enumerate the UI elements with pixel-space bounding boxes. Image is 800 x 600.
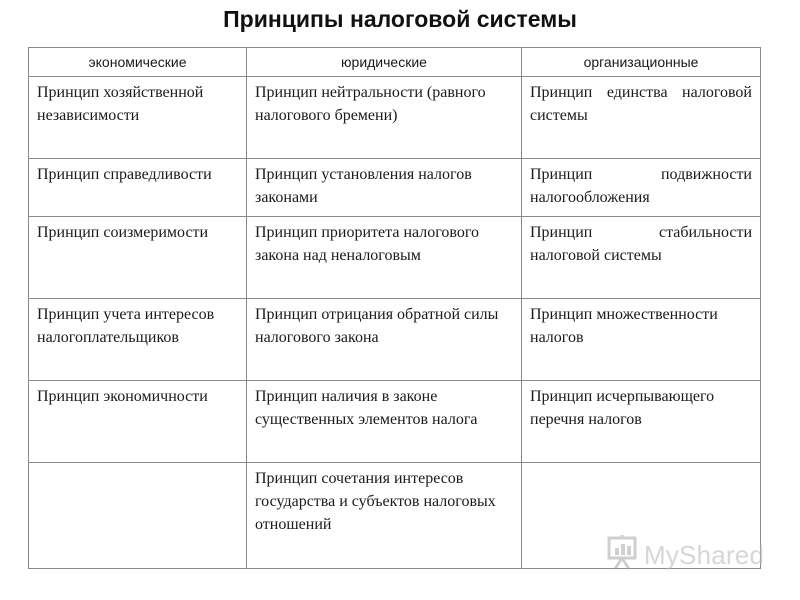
table-cell: Принцип множественности налогов — [522, 299, 761, 381]
principles-table — [28, 47, 761, 569]
table-cell: Принцип хозяйственной независимости — [29, 77, 247, 159]
table-row — [29, 299, 761, 381]
table-row — [29, 381, 761, 463]
table-header-row — [29, 48, 761, 77]
table-cell: Принцип подвижности налогообложения — [522, 159, 761, 217]
table-row — [29, 217, 761, 299]
table-cell: Принцип единства налоговой системы — [522, 77, 761, 159]
table-cell: Принцип сочетания интересов государства и субъектов налоговых отношений — [247, 463, 522, 569]
table-row — [29, 77, 761, 159]
table-cell: Принцип стабильности налоговой системы — [522, 217, 761, 299]
table-cell: Принцип приоритета налогового закона над неналоговым — [247, 217, 522, 299]
table-cell — [29, 463, 247, 569]
table-cell: Принцип справедливости — [29, 159, 247, 217]
presentation-board-icon — [606, 535, 640, 576]
table-cell: Принцип экономичности — [29, 381, 247, 463]
table-cell: Принцип отрицания обратной силы налогового закона — [247, 299, 522, 381]
page-title: Принципы налоговой системы — [223, 6, 577, 32]
table-row — [29, 159, 761, 217]
watermark — [606, 535, 764, 575]
table-cell: Принцип наличия в законе существенных элементов налога — [247, 381, 522, 463]
table-cell: Принцип установления налогов законами — [247, 159, 522, 217]
table-cell: Принцип соизмеримости — [29, 217, 247, 299]
column-header-legal: юридические — [247, 48, 522, 77]
watermark-text: MyShared — [644, 539, 765, 570]
table-cell: Принцип нейтральности (равного налогового бремени) — [247, 77, 522, 159]
table-cell: Принцип исчерпывающего перечня налогов — [522, 381, 761, 463]
column-header-organizational: организационные — [522, 48, 761, 77]
column-header-economic: экономические — [29, 48, 247, 77]
table-cell: Принцип учета интересов налогоплательщиков — [29, 299, 247, 381]
